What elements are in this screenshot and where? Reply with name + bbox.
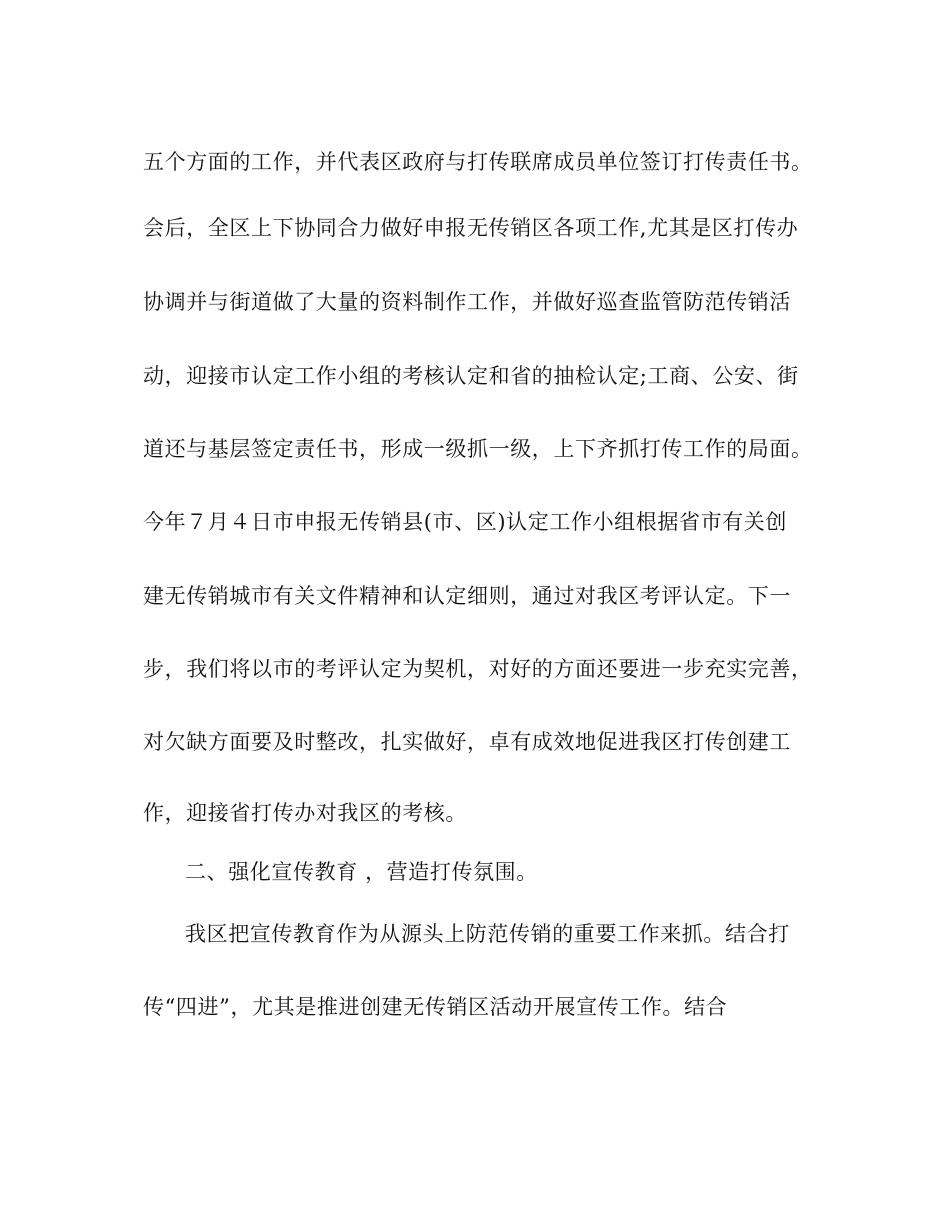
body-text-line: 传“四进”，尤其是推进创建无传销区活动开展宣传工作。结合 <box>143 995 728 1019</box>
body-text-line: 会后，全区上下协同合力做好申报无传销区各项工作,尤其是区打传办 <box>143 216 799 240</box>
body-text-line: 动，迎接市认定工作小组的考核认定和省的抽检认定;工商、公安、街 <box>143 364 799 388</box>
body-text-line: 道还与基层签定责任书，形成一级抓一级，上下齐抓打传工作的局面。 <box>143 437 813 461</box>
body-text-line: 五个方面的工作，并代表区政府与打传联席成员单位签订打传责任书。 <box>143 150 813 174</box>
body-text-line: 作，迎接省打传办对我区的考核。 <box>143 801 467 825</box>
body-text-line: 步，我们将以市的考评认定为契机，对好的方面还要进一步充实完善， <box>143 657 813 681</box>
body-text-line: 建无传销城市有关文件精神和认定细则，通过对我区考评认定。下一 <box>143 584 791 608</box>
body-text-line: 协调并与街道做了大量的资料制作工作，并做好巡查监管防范传销活 <box>143 290 791 314</box>
section-heading: 二、强化宣传教育 ，营造打传氛围。 <box>185 860 538 884</box>
body-text-line: 我区把宣传教育作为从源头上防范传销的重要工作来抓。结合打 <box>185 922 790 946</box>
body-text-line: 今年７月４日市申报无传销县(市、区)认定工作小组根据省市有关创 <box>143 510 787 534</box>
body-text-line: 对欠缺方面要及时整改，扎实做好，卓有成效地促进我区打传创建工 <box>143 730 791 754</box>
